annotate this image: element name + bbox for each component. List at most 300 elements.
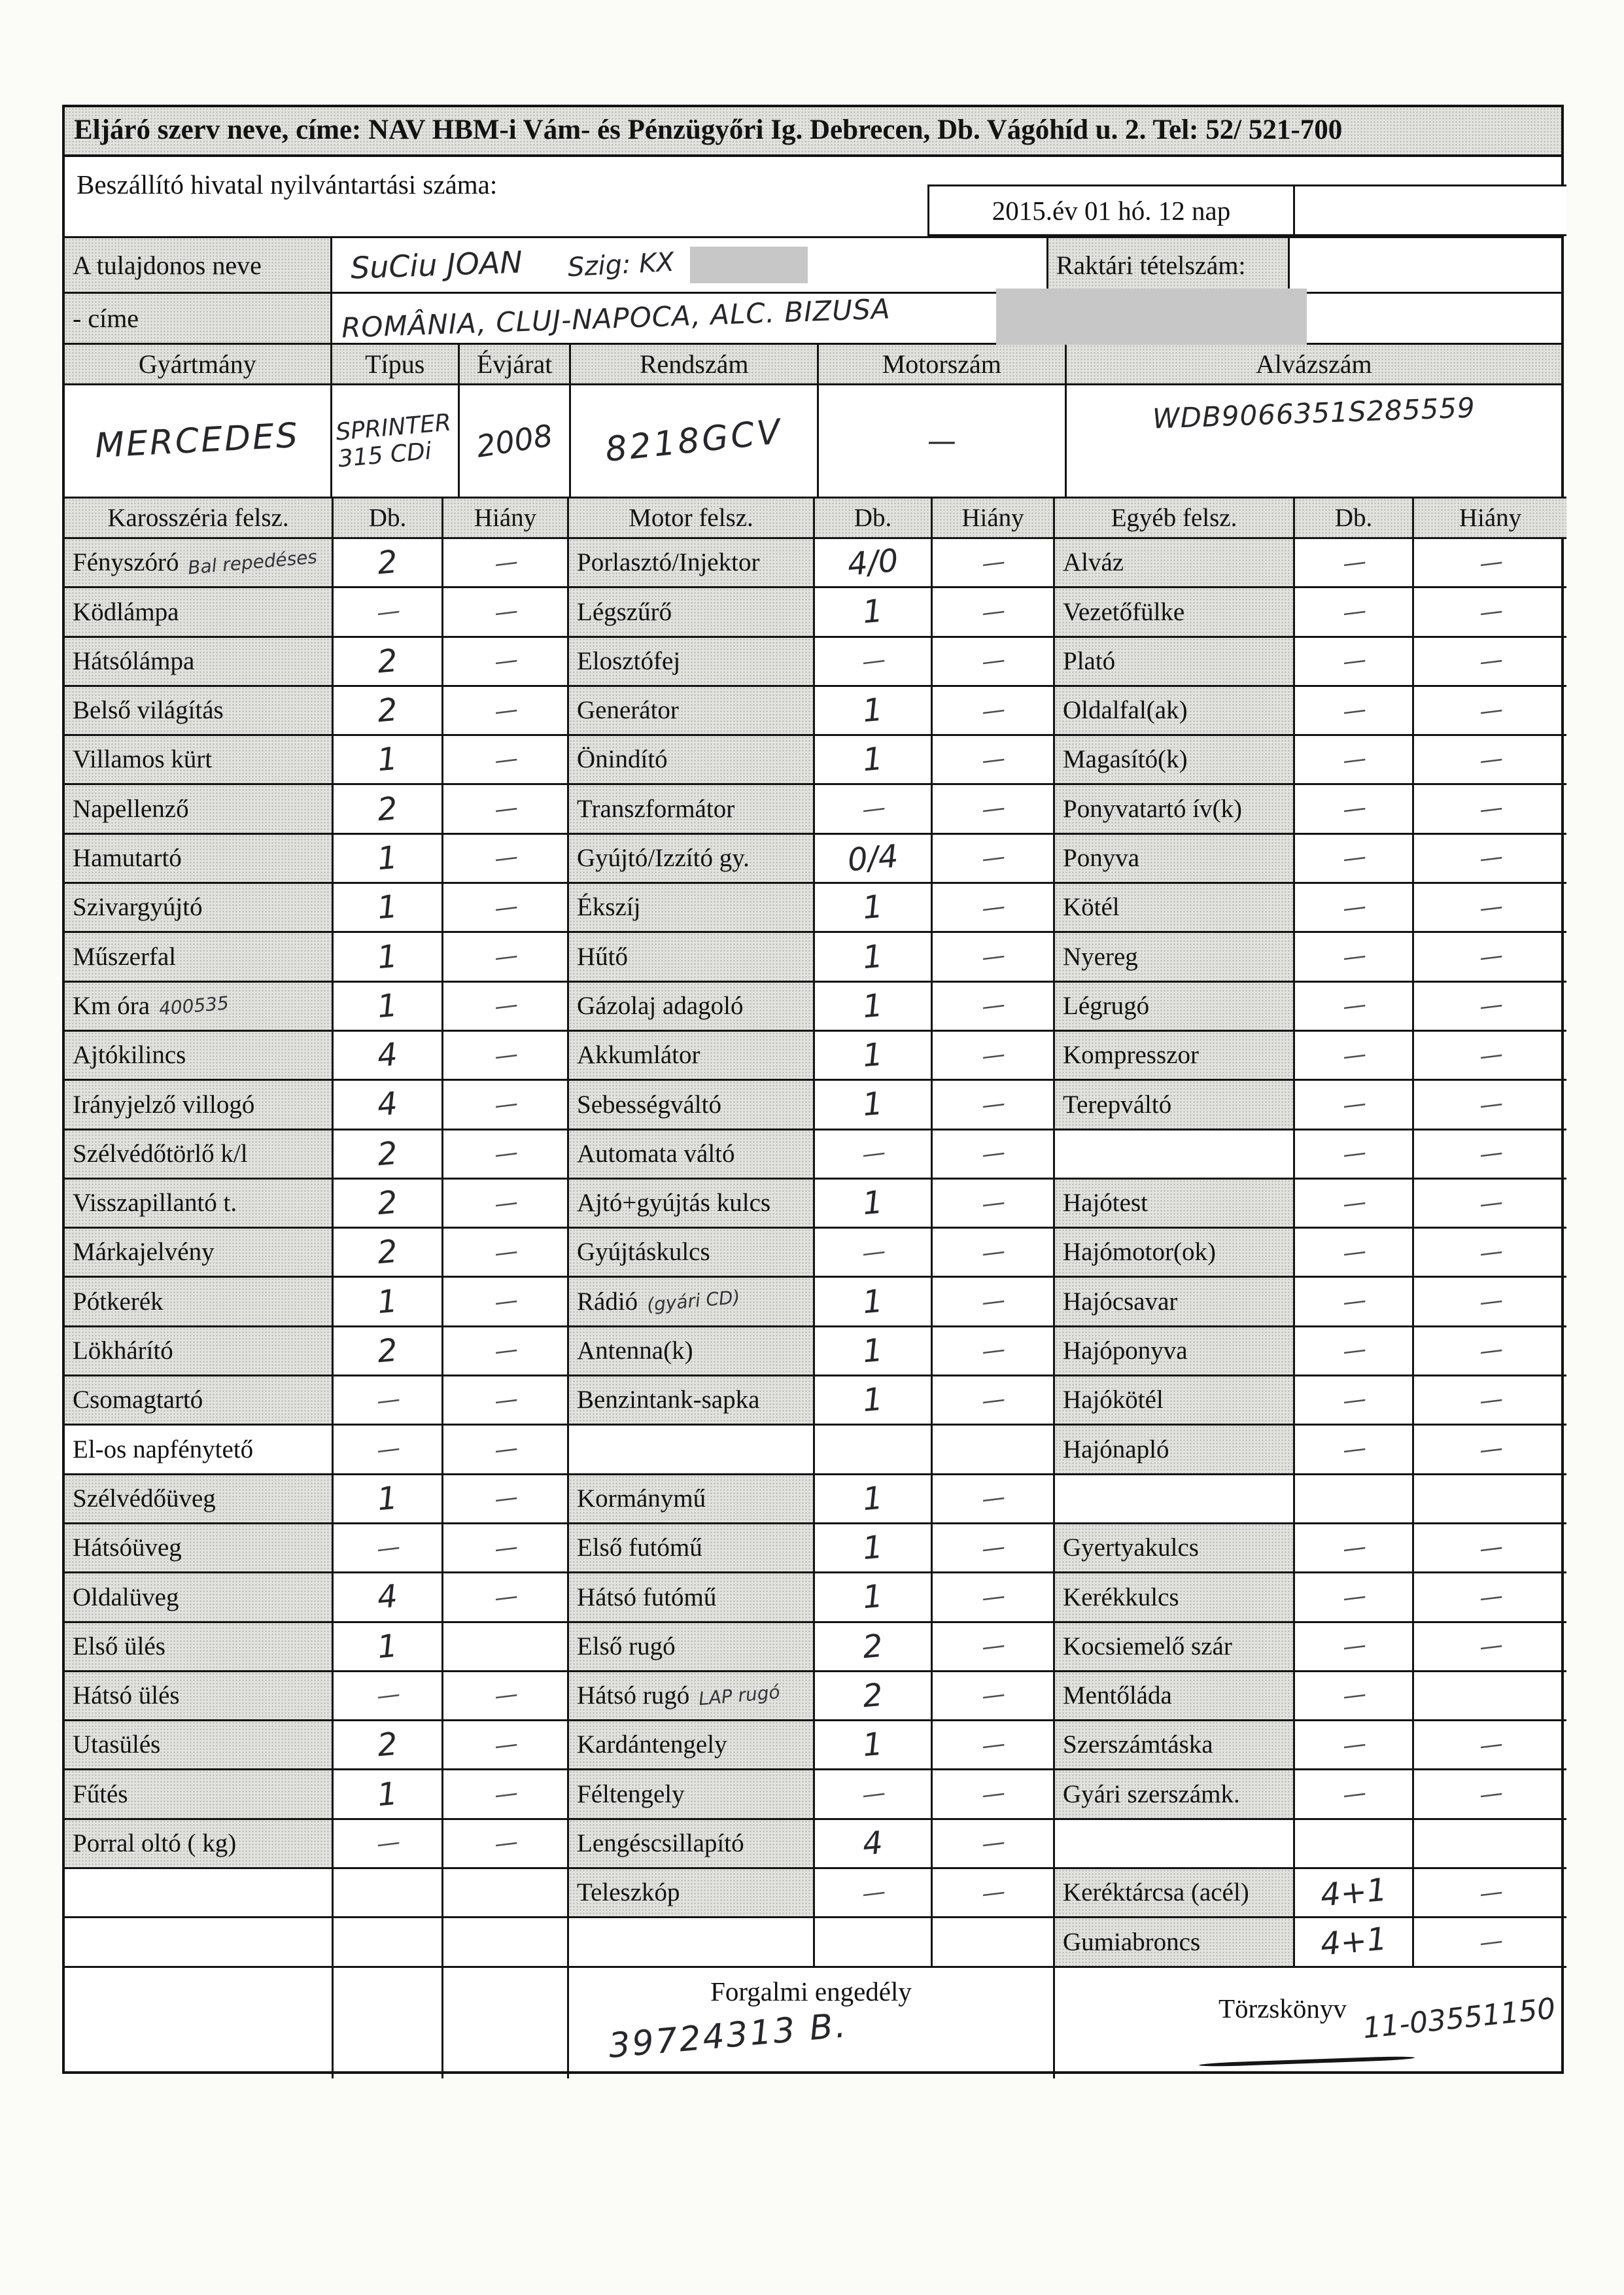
equip-missing-cell <box>1414 1426 1566 1475</box>
equip-item-cell <box>65 1426 334 1475</box>
equip-item-label: Lengéscsillapító <box>577 1829 744 1857</box>
equip-item-cell <box>569 983 815 1032</box>
equip-item-label: Gyújtó/Izzító gy. <box>577 844 750 873</box>
equip-count-handwriting: 2 <box>375 642 400 680</box>
equip-count-handwriting: 2 <box>375 1331 400 1371</box>
equip-count-handwriting: 1 <box>861 1036 885 1075</box>
equip-missing-handwriting: — <box>1477 843 1503 873</box>
equip-missing-handwriting: — <box>492 942 518 972</box>
equip-missing-handwriting: — <box>980 745 1006 775</box>
equip-missing-handwriting: — <box>980 1484 1006 1514</box>
equip-item-note-handwriting: LAP rugó <box>697 1681 782 1710</box>
equip-missing-cell <box>443 933 569 982</box>
equip-missing-cell <box>1414 1180 1566 1229</box>
equip-missing-handwriting: — <box>492 646 518 676</box>
equip-item-label: Kerékkulcs <box>1063 1583 1179 1611</box>
equip-count-cell <box>334 736 443 785</box>
equip-header-cell: Karosszéria felsz. <box>65 499 334 539</box>
owner-row <box>65 236 1561 294</box>
equip-item-cell <box>569 1130 815 1180</box>
equip-count-cell <box>815 1180 933 1229</box>
equip-count-handwriting: — <box>1341 1089 1366 1119</box>
footer-empty-cell <box>334 1968 443 2078</box>
equip-count-cell <box>1295 1623 1414 1672</box>
equip-item-cell <box>65 1229 334 1278</box>
equip-count-handwriting: 1 <box>861 1085 885 1124</box>
equip-item-label: Rádió <box>577 1287 638 1316</box>
equip-missing-handwriting: — <box>1477 1730 1503 1760</box>
equip-item-cell <box>65 1672 334 1721</box>
equip-missing-cell <box>1414 1918 1566 1967</box>
equip-missing-cell <box>1414 1524 1566 1573</box>
equip-missing-handwriting: — <box>492 1287 518 1317</box>
equip-item-cell <box>569 835 815 884</box>
form-box <box>62 105 1564 2074</box>
equip-item-label: Hajónapló <box>1063 1435 1169 1463</box>
equip-item-cell <box>569 1376 815 1426</box>
equip-item-cell <box>1055 1229 1295 1278</box>
equip-missing-cell <box>933 1180 1055 1229</box>
equip-item-cell <box>65 1081 334 1130</box>
equip-count-handwriting: 1 <box>861 1479 885 1518</box>
equip-item-cell <box>569 884 815 933</box>
equip-item-label: Oldalfal(ak) <box>1063 696 1188 725</box>
equip-missing-handwriting: — <box>980 1533 1006 1563</box>
equip-count-cell <box>1295 1524 1414 1573</box>
equip-item-cell <box>65 1130 334 1180</box>
equip-count-cell <box>815 983 933 1032</box>
footer-empty-cell <box>65 1968 334 2078</box>
equip-missing-cell <box>933 638 1055 687</box>
equip-missing-handwriting: — <box>980 1089 1006 1119</box>
equip-count-cell <box>334 638 443 687</box>
equip-missing-cell <box>933 1869 1055 1918</box>
equip-missing-handwriting: — <box>1477 548 1503 578</box>
equip-missing-cell <box>443 1475 569 1524</box>
equip-item-cell <box>1055 539 1295 588</box>
equip-item-label: Napellenző <box>73 794 189 823</box>
equip-header-cell: Motor felsz. <box>569 499 815 539</box>
equip-count-cell <box>334 1721 443 1770</box>
equip-count-handwriting: — <box>1341 1435 1366 1464</box>
address-row <box>65 294 1561 345</box>
equip-count-handwriting: — <box>1341 1779 1366 1809</box>
equip-item-cell <box>65 785 334 834</box>
equip-item-cell <box>65 539 334 588</box>
equip-count-cell <box>334 687 443 736</box>
equip-item-label: Hamutartó <box>73 844 182 873</box>
equip-count-handwriting: — <box>1341 794 1366 824</box>
equip-item-label: Csomagtartó <box>73 1386 203 1414</box>
equip-item-label: Hátsó ülés <box>73 1681 180 1710</box>
equip-missing-handwriting: — <box>980 991 1006 1021</box>
equip-missing-handwriting: — <box>1477 1336 1503 1366</box>
equip-missing-cell <box>1414 933 1566 982</box>
owner-name-label: A tulajdonos neve <box>65 238 332 292</box>
equip-missing-cell <box>443 1721 569 1770</box>
equip-missing-handwriting: — <box>1477 1139 1503 1169</box>
equip-missing-handwriting: — <box>980 843 1006 873</box>
equip-item-label: Benzintank-sapka <box>577 1386 760 1414</box>
equip-item-note-handwriting: Bal repedéses <box>187 546 319 579</box>
equip-missing-cell <box>443 687 569 736</box>
equip-item-label: Hajóponyva <box>1063 1337 1188 1365</box>
equip-count-cell <box>334 539 443 588</box>
owner-name-handwriting: SuCiu JOAN <box>349 244 523 286</box>
equip-missing-handwriting: — <box>492 1139 518 1169</box>
equip-missing-cell <box>933 1820 1055 1869</box>
equip-count-cell <box>1295 1820 1414 1869</box>
equip-count-handwriting: — <box>1341 1385 1366 1415</box>
equip-count-cell <box>334 1032 443 1081</box>
equip-count-handwriting: — <box>1341 745 1366 775</box>
equip-count-handwriting: — <box>1341 1582 1366 1612</box>
equip-item-cell <box>569 785 815 834</box>
equip-count-handwriting: 4 <box>375 1578 400 1617</box>
form-title: Eljáró szerv neve, címe: NAV HBM-i Vám- és Pénzügyőri Ig. Debrecen, Db. Vágóhíd u. 2. Tel: 52/ 521-700 <box>65 107 1561 157</box>
equip-item-label: Utasülés <box>73 1730 161 1759</box>
equip-count-handwriting: — <box>1341 695 1366 726</box>
equip-missing-handwriting: — <box>492 695 518 726</box>
equip-item-cell <box>1055 638 1295 687</box>
equip-count-handwriting: 4 <box>861 1824 885 1863</box>
equip-item-cell <box>1055 1327 1295 1376</box>
equip-item-cell <box>65 687 334 736</box>
equip-missing-handwriting: — <box>980 597 1006 627</box>
equip-item-cell <box>569 1869 815 1918</box>
vehicle-make-handwriting: MERCEDES <box>94 415 301 466</box>
equip-missing-cell <box>443 884 569 933</box>
equip-item-cell <box>65 1820 334 1869</box>
equip-missing-handwriting: — <box>980 794 1006 824</box>
equip-count-handwriting: — <box>1341 1139 1366 1169</box>
equip-missing-cell <box>933 1376 1055 1426</box>
equip-count-cell <box>1295 687 1414 736</box>
equip-missing-handwriting: — <box>1477 1779 1503 1809</box>
equip-count-handwriting: 0/4 <box>846 837 900 879</box>
owner-redaction-block <box>690 247 808 283</box>
equip-count-cell <box>815 1229 933 1278</box>
equip-missing-cell <box>443 1918 569 1967</box>
equip-missing-handwriting: — <box>1477 1040 1503 1070</box>
equip-count-cell <box>334 1475 443 1524</box>
equip-item-label: Antenna(k) <box>577 1337 693 1365</box>
equip-item-label: Irányjelző villogó <box>73 1090 255 1119</box>
equip-missing-handwriting: — <box>492 1385 518 1415</box>
equip-missing-handwriting: — <box>980 1287 1006 1317</box>
equip-missing-cell <box>933 884 1055 933</box>
equip-item-cell <box>1055 1426 1295 1475</box>
equip-missing-handwriting: — <box>492 843 518 873</box>
equip-count-cell <box>334 1327 443 1376</box>
equip-count-cell <box>815 1278 933 1327</box>
equip-count-cell <box>815 1426 933 1475</box>
equip-count-handwriting: 1 <box>861 741 885 779</box>
equip-count-cell <box>1295 638 1414 687</box>
equip-header-cell: Hiány <box>933 499 1055 539</box>
equip-count-handwriting: — <box>860 1779 886 1809</box>
equip-count-handwriting: 1 <box>375 1282 400 1321</box>
equip-missing-cell <box>443 835 569 884</box>
equip-missing-handwriting: — <box>1477 1287 1503 1317</box>
equip-item-label: Automata váltó <box>577 1139 735 1168</box>
equip-item-cell <box>65 1573 334 1622</box>
equip-count-handwriting: 1 <box>861 1528 885 1568</box>
equip-item-cell <box>1055 1918 1295 1967</box>
equip-count-handwriting: — <box>1341 1632 1366 1662</box>
equip-missing-handwriting: — <box>980 892 1006 922</box>
equip-missing-cell <box>443 1573 569 1622</box>
equip-count-cell <box>1295 1130 1414 1180</box>
equip-count-cell <box>815 588 933 637</box>
equip-item-label: Légszűrő <box>577 597 672 626</box>
equip-item-cell <box>1055 1573 1295 1622</box>
equip-count-handwriting: — <box>375 1435 400 1464</box>
equip-count-handwriting: 1 <box>861 691 885 730</box>
equip-item-label: Kompresszor <box>1063 1041 1199 1070</box>
equip-missing-handwriting: — <box>1477 942 1503 972</box>
equip-missing-cell <box>1414 1623 1566 1672</box>
vehicle-header-make: Gyártmány <box>65 345 332 383</box>
equip-item-label: Ajtókilincs <box>73 1041 186 1070</box>
equip-missing-handwriting: — <box>980 1779 1006 1809</box>
equip-missing-handwriting: — <box>492 745 518 775</box>
equip-item-label: Visszapillantó t. <box>73 1189 237 1218</box>
equip-missing-handwriting: — <box>1477 745 1503 775</box>
equip-header-cell: Db. <box>1295 499 1414 539</box>
equip-missing-cell <box>443 1278 569 1327</box>
equip-count-cell <box>334 933 443 982</box>
vehicle-vin-handwriting: WDB9066351S285559 <box>1152 391 1476 435</box>
equip-header-cell: Egyéb felsz. <box>1055 499 1295 539</box>
equip-item-label: Első rugó <box>577 1632 676 1660</box>
equip-missing-handwriting: — <box>492 892 518 922</box>
equip-missing-cell <box>933 785 1055 834</box>
equip-item-label: Fűtés <box>73 1779 128 1808</box>
equip-item-label: Ködlámpa <box>73 597 179 626</box>
equip-missing-cell <box>1414 1475 1566 1524</box>
equip-missing-cell <box>443 1032 569 1081</box>
owner-id-handwriting: Szig: KX <box>567 247 676 283</box>
equip-missing-handwriting: — <box>980 646 1006 676</box>
vehicle-header-plate: Rendszám <box>571 345 819 383</box>
equip-count-handwriting: 1 <box>375 1479 400 1518</box>
equip-count-handwriting: — <box>375 1385 400 1415</box>
equip-item-cell <box>569 1426 815 1475</box>
equip-item-label: Nyereg <box>1063 942 1138 971</box>
equip-count-cell <box>815 884 933 933</box>
equip-count-cell <box>1295 1278 1414 1327</box>
pen-stroke-mark <box>1199 2056 1415 2067</box>
equip-missing-cell <box>1414 1327 1566 1376</box>
equip-count-handwriting: — <box>860 1237 886 1267</box>
vehicle-header-engine-number: Motorszám <box>819 345 1067 383</box>
equip-item-label: Gyertyakulcs <box>1063 1533 1199 1562</box>
equip-item-label: Elosztófej <box>577 646 681 675</box>
registration-certificate-label: Forgalmi engedély <box>710 1976 912 2006</box>
equip-missing-handwriting: — <box>980 1681 1006 1711</box>
equip-missing-handwriting: — <box>492 1779 518 1809</box>
equip-item-label: Szivargyújtó <box>73 893 203 922</box>
equip-item-cell <box>1055 736 1295 785</box>
equip-count-cell <box>815 1032 933 1081</box>
equip-missing-handwriting: — <box>980 1139 1006 1169</box>
equip-missing-cell <box>443 539 569 588</box>
date-box <box>927 184 1295 236</box>
equip-missing-cell <box>1414 1721 1566 1770</box>
equip-count-cell <box>1295 1327 1414 1376</box>
equip-item-label: Teleszkóp <box>577 1878 680 1907</box>
equip-item-label: Önindító <box>577 745 668 774</box>
equip-item-label: Ékszíj <box>577 893 641 922</box>
equip-count-handwriting: — <box>1341 843 1366 873</box>
equip-count-handwriting: 2 <box>375 1134 400 1173</box>
equip-count-handwriting: — <box>860 794 886 824</box>
equip-item-cell <box>1055 1869 1295 1918</box>
equip-item-note-handwriting: 400535 <box>158 991 230 1020</box>
equip-missing-handwriting: — <box>980 1632 1006 1662</box>
equip-missing-cell <box>1414 983 1566 1032</box>
equip-header-cell: Db. <box>815 499 933 539</box>
equip-missing-handwriting: — <box>492 991 518 1021</box>
equip-count-handwriting: — <box>1341 892 1366 922</box>
equip-item-label: Hajócsavar <box>1063 1287 1178 1316</box>
equip-count-cell <box>1295 1229 1414 1278</box>
equip-missing-cell <box>933 1770 1055 1819</box>
equip-item-label: El-os napfénytető <box>73 1435 254 1463</box>
equip-count-cell <box>1295 1869 1414 1918</box>
equip-count-cell <box>1295 1180 1414 1229</box>
equip-missing-cell <box>933 1130 1055 1180</box>
equip-item-label: Márkajelvény <box>73 1238 215 1267</box>
vehicle-plate-cell <box>571 385 819 497</box>
equip-count-cell <box>815 1721 933 1770</box>
equip-missing-handwriting: — <box>1477 1632 1503 1662</box>
equip-count-handwriting: 1 <box>375 888 400 927</box>
equip-item-label: Alváz <box>1063 548 1124 577</box>
equip-missing-handwriting: — <box>980 695 1006 726</box>
registration-certificate-cell <box>569 1968 1055 2078</box>
equip-missing-cell <box>1414 1278 1566 1327</box>
address-label: - címe <box>65 294 332 343</box>
equip-missing-handwriting: — <box>980 942 1006 972</box>
vehicle-type-cell <box>332 385 460 497</box>
equip-count-cell <box>334 884 443 933</box>
equip-missing-cell <box>933 1524 1055 1573</box>
logbook-cell <box>1055 1968 1566 2078</box>
equip-item-label: Plató <box>1063 646 1116 675</box>
equip-item-cell <box>65 1327 334 1376</box>
stock-number-empty-cell <box>1290 238 1561 292</box>
equip-count-handwriting: — <box>375 1829 400 1859</box>
equip-item-label: Porlasztó/Injektor <box>577 548 760 577</box>
vehicle-value-row <box>65 385 1561 497</box>
equip-item-label: Sebességváltó <box>577 1090 721 1119</box>
vehicle-header-vin: Alvázszám <box>1067 345 1561 383</box>
equip-count-cell <box>815 1820 933 1869</box>
equip-item-cell <box>1055 1672 1295 1721</box>
equip-count-cell <box>1295 884 1414 933</box>
equip-count-handwriting: 2 <box>375 691 400 730</box>
equip-missing-handwriting: — <box>492 1188 518 1218</box>
equip-count-cell <box>815 1573 933 1622</box>
equip-count-handwriting: 2 <box>375 1726 400 1764</box>
equip-item-label: Gumiabroncs <box>1063 1927 1201 1956</box>
equip-item-cell <box>1055 1524 1295 1573</box>
equip-count-cell <box>334 1820 443 1869</box>
equip-missing-handwriting: — <box>980 1040 1006 1070</box>
equip-missing-handwriting: — <box>492 1681 518 1711</box>
vehicle-header-year: Évjárat <box>460 345 571 383</box>
equip-missing-cell <box>443 785 569 834</box>
equip-count-cell <box>815 1869 933 1918</box>
equip-count-handwriting: 2 <box>375 543 400 582</box>
registration-certificate-number-handwriting: 39724313 B. <box>607 2005 850 2066</box>
equip-missing-cell <box>933 1721 1055 1770</box>
equip-count-cell <box>334 1770 443 1819</box>
equip-missing-cell <box>1414 736 1566 785</box>
equip-missing-cell <box>933 1672 1055 1721</box>
equip-item-cell <box>1055 1130 1295 1180</box>
equip-count-cell <box>1295 983 1414 1032</box>
equip-missing-cell <box>933 539 1055 588</box>
equip-count-cell <box>815 1770 933 1819</box>
equip-count-handwriting: 1 <box>861 1183 885 1223</box>
equip-item-cell <box>569 1524 815 1573</box>
equip-missing-cell <box>1414 1869 1566 1918</box>
equip-missing-cell <box>933 1278 1055 1327</box>
logbook-number-handwriting: 11-03551150 <box>1361 1991 1557 2045</box>
equip-item-cell <box>65 1475 334 1524</box>
equip-item-cell <box>1055 588 1295 637</box>
equip-missing-cell <box>443 1327 569 1376</box>
equip-item-cell <box>65 933 334 982</box>
equip-count-cell <box>334 1278 443 1327</box>
equip-missing-cell <box>443 1130 569 1180</box>
equip-missing-handwriting: — <box>1477 1582 1503 1612</box>
equip-missing-cell <box>933 736 1055 785</box>
equip-missing-cell <box>933 983 1055 1032</box>
equip-item-label: Kardántengely <box>577 1730 727 1759</box>
equip-missing-cell <box>1414 1229 1566 1278</box>
equip-count-cell <box>1295 1721 1414 1770</box>
equip-missing-cell <box>1414 1573 1566 1622</box>
equip-missing-cell <box>443 1376 569 1426</box>
equip-missing-cell <box>1414 687 1566 736</box>
equip-count-handwriting: 4 <box>375 1085 400 1124</box>
equip-missing-handwriting: — <box>980 1878 1006 1908</box>
equip-count-cell <box>334 1130 443 1180</box>
equip-missing-cell <box>443 1770 569 1819</box>
equip-count-handwriting: — <box>860 1139 886 1169</box>
equip-count-cell <box>334 785 443 834</box>
equip-count-cell <box>1295 1672 1414 1721</box>
equip-count-cell <box>815 785 933 834</box>
equip-count-cell <box>815 1672 933 1721</box>
equip-item-cell <box>65 1032 334 1081</box>
equip-count-cell <box>815 1130 933 1180</box>
equip-missing-handwriting: — <box>980 548 1006 578</box>
equip-item-cell <box>65 1180 334 1229</box>
equip-item-cell <box>569 1623 815 1672</box>
equip-count-handwriting: 1 <box>861 1578 885 1617</box>
equip-count-handwriting: 2 <box>375 790 400 828</box>
equip-missing-cell <box>933 1229 1055 1278</box>
equip-count-handwriting: 2 <box>861 1676 885 1715</box>
equip-item-label: Mentőláda <box>1063 1681 1172 1710</box>
equip-item-label: Hátsó rugó <box>577 1681 690 1710</box>
equip-count-cell <box>815 1081 933 1130</box>
